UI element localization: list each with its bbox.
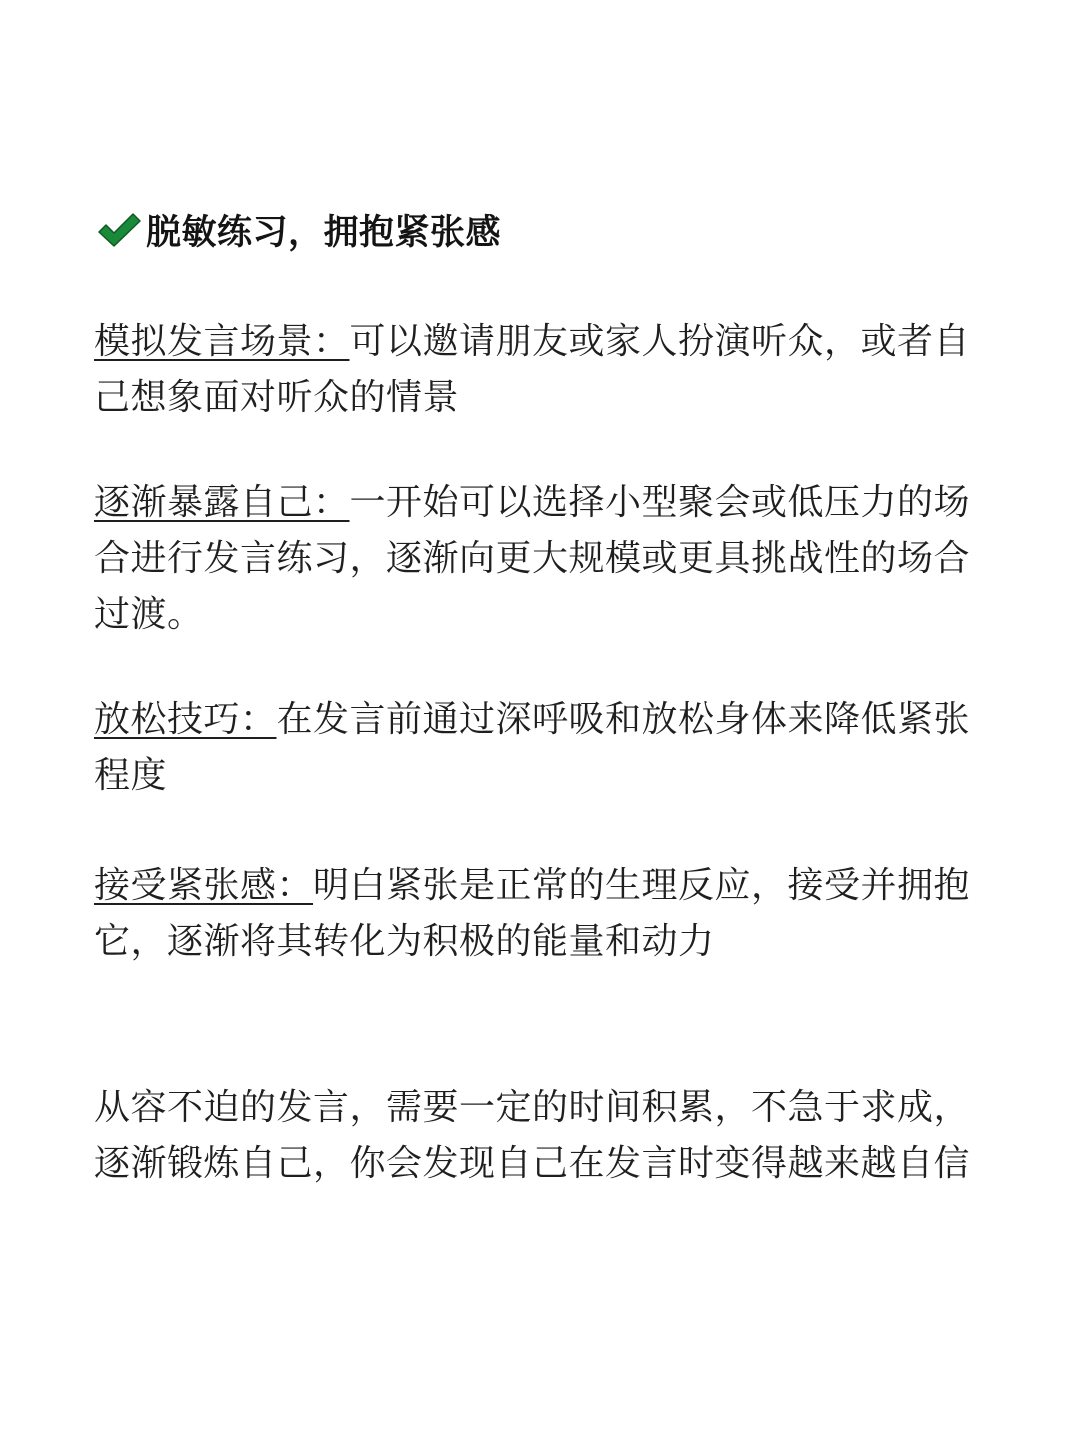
section-heading: [96, 198, 501, 262]
tip-body: 可以邀请朋友或家人扮演听众，或者自己想象面对听众的情景: [94, 321, 971, 418]
tip-lead: 放松技巧：: [94, 699, 277, 740]
tip-gradual-exposure: [94, 475, 984, 643]
tip-body: 在发言前通过深呼吸和放松身体来降低紧张程度: [94, 699, 971, 796]
tip-lead: 接受紧张感：: [94, 865, 314, 906]
tip-lead: 逐渐暴露自己：: [94, 482, 350, 523]
tip-body: 明白紧张是正常的生理反应，接受并拥抱它，逐渐将其转化为积极的能量和动力: [94, 865, 971, 962]
tip-relaxation: [94, 692, 984, 804]
tip-accept-nervousness: [94, 858, 984, 970]
closing-paragraph: 从容不迫的发言，需要一定的时间积累，不急于求成，逐渐锻炼自己，你会发现自己在发言时变得越来越自信: [94, 1087, 971, 1184]
tip-lead: 模拟发言场景：: [94, 321, 350, 362]
tip-simulate-scene: [94, 314, 984, 426]
check-mark-icon: [96, 210, 142, 250]
tip-body: 一开始可以选择小型聚会或低压力的场合进行发言练习，逐渐向更大规模或更具挑战性的场合过渡。: [94, 482, 971, 635]
heading-text: 脱敏练习，拥抱紧张感: [146, 213, 502, 253]
